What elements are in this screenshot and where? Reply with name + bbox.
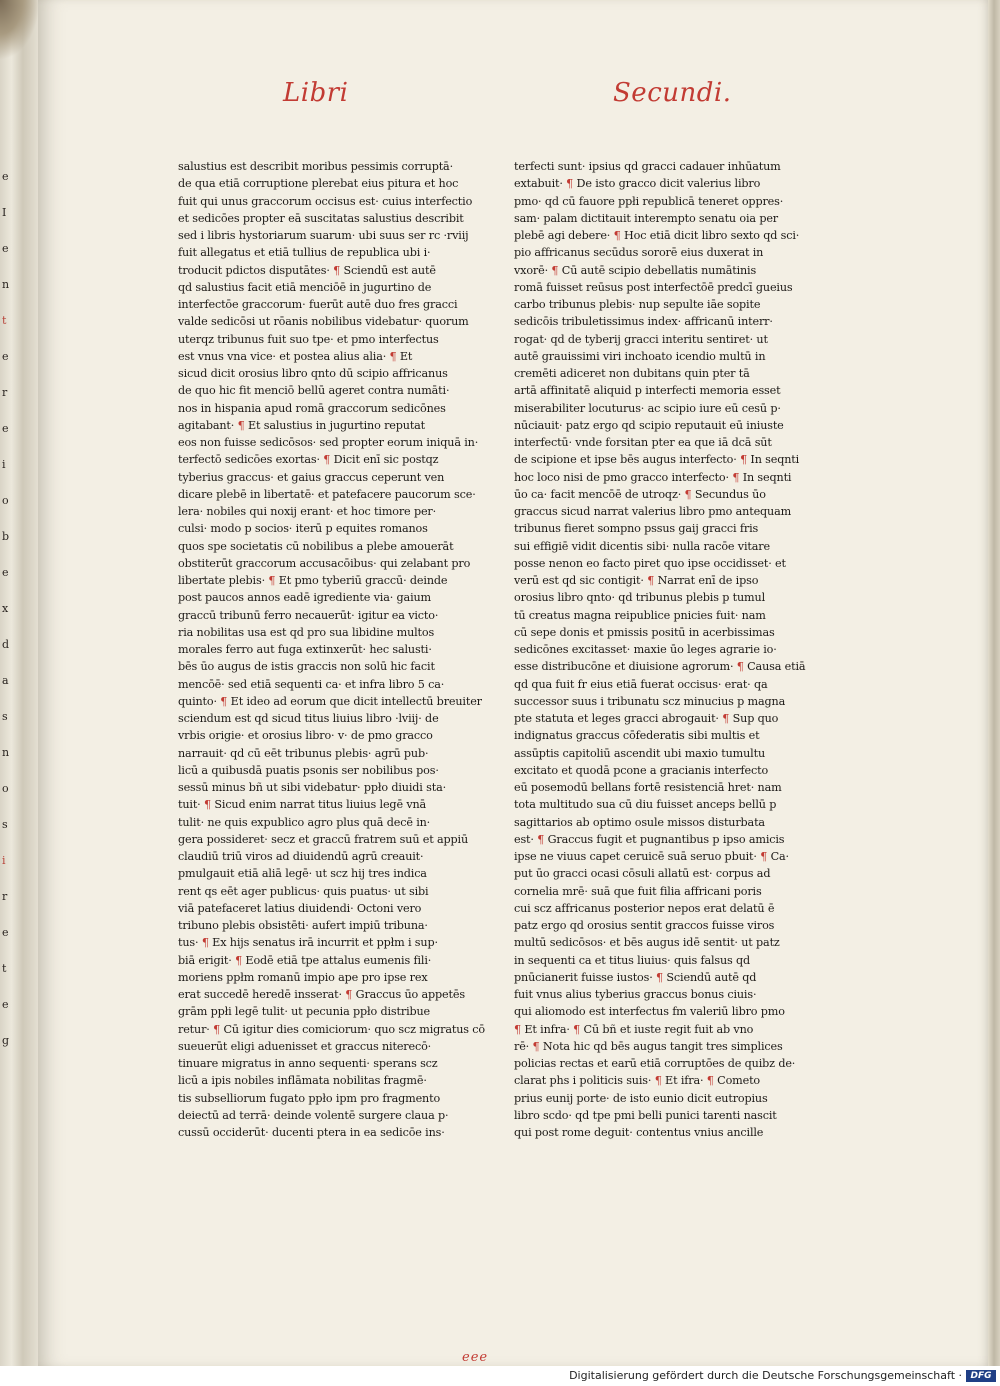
running-head-right: Secundi. xyxy=(613,78,732,108)
text-line: ūo ca· facit mencōē de utroqz· ¶ Secundus ūo xyxy=(514,487,766,501)
rubric-pilcrow: ¶ xyxy=(654,1074,662,1088)
margin-letter: r xyxy=(2,890,8,903)
margin-letter: e xyxy=(2,926,9,939)
funding-credit: Digitalisierung gefördert durch die Deutsche Forschungsgemeinschaft · xyxy=(569,1369,962,1382)
margin-letter: n xyxy=(2,278,10,291)
text-line: hoc loco nisi de pmo gracco interfecto· ¶ In seqnti xyxy=(514,470,792,484)
text-line: sciendum est qd sicud titus liuius libro ·lviij· de xyxy=(178,712,439,725)
rubric-pilcrow: ¶ xyxy=(656,970,664,984)
text-line: tū creatus magna reipublice pnicies fuit· nam xyxy=(514,608,766,622)
text-line: tus· ¶ Ex hijs senatus irā incurrit et ppłm i sup· xyxy=(178,936,438,950)
text-line: valde sedicōsi ut rōanis nobilibus videbatur· quorum xyxy=(178,315,469,329)
text-line: multū sedicōsos· et bēs augus idē sentit· ut patz xyxy=(514,936,780,950)
text-line: ria nobilitas usa est qd pro sua libidine multos xyxy=(178,625,435,639)
text-line: et sedicōes propter eā suscitatas salustius describit xyxy=(178,211,464,225)
text-line: tinuare migratus in anno sequenti· sperans scz xyxy=(178,1057,438,1070)
text-line: sedicōis tribuletissimus index· affricanū interr· xyxy=(514,315,773,329)
text-line: interfectōe graccorum· fuerūt autē duo fres gracci xyxy=(178,298,458,311)
margin-letter: x xyxy=(2,602,9,615)
text-line: grām ppłi legē tulit· ut pecunia ppło distribue xyxy=(178,1005,431,1019)
margin-letter: e xyxy=(2,242,9,255)
text-line: rent qs eēt ager publicus· quis puatus· ut sibi xyxy=(178,884,429,898)
text-line: eū posemodū bellans fortē resistenciā hret· nam xyxy=(514,781,782,794)
text-line: salustius est describit moribus pessimis corruptā· xyxy=(178,160,453,173)
margin-letter: t xyxy=(2,962,7,975)
text-line: sam· palam dictitauit interempto senatu oia per xyxy=(514,211,778,225)
text-line: sessū minus bñ ut sibi videbatur· ppło diuidi sta· xyxy=(178,781,446,794)
text-line: qd qua fuit fr eius etiā fuerat occisus· erat· qa xyxy=(514,677,768,691)
text-line: pte statuta et leges gracci abrogauit· ¶ Sup quo xyxy=(514,712,779,725)
text-line: est vnus vna vice· et postea alius alia· ¶ Et xyxy=(178,349,413,363)
text-line: de scipione et ipse bēs augus interfecto· ¶ In seqnti xyxy=(514,453,800,467)
text-line: assūptis capitoliū ascendit ubi maxio tumultu xyxy=(514,746,766,760)
margin-letter: d xyxy=(2,638,10,651)
text-line: policias rectas et earū etiā corruptōes de quibz de· xyxy=(514,1057,796,1070)
text-line: qd salustius facit etiā menciōē in jugurtino de xyxy=(178,280,432,294)
margin-letter: e xyxy=(2,170,9,183)
rubric-pilcrow: ¶ xyxy=(736,660,744,674)
text-line: rogat· qd de tyberij gracci interitu sentiret· ut xyxy=(514,332,768,346)
text-line: sueuerūt eligi aduenisset et graccus niterecō· xyxy=(178,1039,432,1053)
rubric-pilcrow: ¶ xyxy=(333,263,341,277)
text-line: terfecti sunt· ipsius qd gracci cadauer inhūatum xyxy=(514,160,781,173)
dfg-logo: DFG xyxy=(966,1370,996,1382)
text-line: culsi· modo p socios· iterū p equites romanos xyxy=(178,522,428,536)
text-line: quinto· ¶ Et ideo ad eorum que dicit intellectū breuiter xyxy=(178,694,482,708)
text-line: moriens ppłm romanū impio ape pro ipse rex xyxy=(178,970,428,984)
text-line: extabuit· ¶ De isto gracco dicit valerius libro xyxy=(514,177,761,191)
text-line: tota multitudo sua cū diu fuisset anceps bellū p xyxy=(514,798,777,812)
text-line: de quo hic fit menciō bellū ageret contra numāti· xyxy=(178,384,450,398)
previous-page-edge xyxy=(0,0,38,1366)
rubric-pilcrow: ¶ xyxy=(345,988,353,1001)
margin-letter: a xyxy=(2,674,9,687)
margin-letter: o xyxy=(2,494,9,507)
text-line: sui effigiē vidit dicentis sibi· nulla racōe vitare xyxy=(514,539,770,553)
text-line: est· ¶ Graccus fugit et pugnantibus p ipso amicis xyxy=(514,832,785,846)
text-line: posse nenon eo facto piret quo ipse occidisset· et xyxy=(514,556,786,570)
text-line: cū sepe donis et pmissis positū in acerbissimas xyxy=(514,625,775,639)
text-line: terfectō sedicōes exortas· ¶ Dicit enī sic postqz xyxy=(178,453,439,467)
margin-letter: e xyxy=(2,422,9,435)
text-line: tulit· ne quis expublico agro plus quā decē in· xyxy=(178,815,431,829)
text-line: licū a ipis nobiles inflāmata nobilitas fragmē· xyxy=(178,1074,427,1088)
text-line: libro scdo· qd tpe pmi belli punici tarenti nascit xyxy=(514,1108,777,1122)
text-line: cussū occiderūt· ducenti ptera in ea sedicōe ins· xyxy=(178,1126,445,1139)
text-line: obstiterūt graccorum accusacōibus· qui zelabant pro xyxy=(178,556,471,570)
text-line: tribunus fieret sompno pssus gaij gracci fris xyxy=(514,522,759,536)
text-line: cornelia mrē· suā que fuit filia affricani poris xyxy=(514,884,762,898)
text-line: dicare plebē in libertatē· et patefacere paucorum sce· xyxy=(178,487,476,501)
rubric-pilcrow: ¶ xyxy=(201,936,209,950)
text-line: pio affricanus secūdus sororē eius duxerat in xyxy=(514,246,764,260)
text-line: verū est qd sic contigit· ¶ Narrat enī de ipso xyxy=(514,574,759,587)
text-line: rē· ¶ Nota hic qd bēs augus tangit tres simplices xyxy=(514,1039,783,1053)
rubric-pilcrow: ¶ xyxy=(647,574,655,587)
text-line: deiectū ad terrā· deinde volentē surgere claua p· xyxy=(178,1108,449,1122)
margin-letter: e xyxy=(2,998,9,1011)
text-line: de qua etiā corruptione plerebat eius pitura et hoc xyxy=(178,177,459,191)
text-line: put ūo gracci ocasi cōsuli allatū est· corpus ad xyxy=(514,867,771,881)
text-line: libertate plebis· ¶ Et pmo tyberiū graccū· deinde xyxy=(178,574,448,587)
page-stack-edge xyxy=(988,0,1000,1366)
margin-letter: s xyxy=(2,818,8,831)
margin-letter: b xyxy=(2,530,10,543)
text-line: prius eunij porte· de isto eunio dicit eutropius xyxy=(514,1091,768,1105)
text-line: agitabant· ¶ Et salustius in jugurtino reputat xyxy=(178,418,426,432)
text-line: pmulgauit etiā aliā legē· ut scz hij tres indica xyxy=(178,867,427,881)
margin-letter: I xyxy=(2,206,7,219)
rubric-pilcrow: ¶ xyxy=(706,1074,714,1088)
rubric-pilcrow: ¶ xyxy=(268,574,276,587)
rubric-pilcrow: ¶ xyxy=(537,832,545,846)
text-line: cui scz affricanus posterior nepos erat delatū ē xyxy=(514,901,775,915)
text-line: vxorē· ¶ Cū autē scipio debellatis numātinis xyxy=(514,263,757,277)
text-line: tribuno plebis obsistēti· aufert impiū tribuna· xyxy=(178,919,428,932)
margin-letter: o xyxy=(2,782,9,795)
text-line: quos spe societatis cū nobilibus a plebe amouerāt xyxy=(178,539,454,553)
running-head-left: Libri xyxy=(283,78,349,108)
signature-mark: eee xyxy=(462,1350,489,1365)
text-line: orosius libro qnto· qd tribunus plebis p tumul xyxy=(514,591,765,605)
rubric-pilcrow: ¶ xyxy=(566,177,574,191)
text-line: miserabiliter locuturus· ac scipio iure eū cesū p· xyxy=(514,401,781,415)
text-line: pmo· qd cū fauore ppłi republicā teneret oppres· xyxy=(514,194,784,208)
text-line: sed i libris hystoriarum suarum· ubi suus ser rc ·rviij xyxy=(178,229,469,242)
text-line: sicud dicit orosius libro qnto dū scipio affricanus xyxy=(178,367,448,380)
text-line: sedicōnes excitasset· maxie ūo leges agrarie io· xyxy=(514,643,777,656)
text-line: interfectū· vnde forsitan pter ea que iā dcā sūt xyxy=(514,436,772,449)
rubric-pilcrow: ¶ xyxy=(323,453,331,467)
text-line: morales ferro aut fuga extinxerūt· hec salusti· xyxy=(178,643,432,656)
text-line: ipse ne viuus capet ceruicē suā seruo pbuit· ¶ Ca· xyxy=(514,850,789,863)
text-line: romā fuisset reūsus post interfectōē predcī gueius xyxy=(514,280,793,294)
text-column-right xyxy=(514,158,806,1141)
rubric-pilcrow: ¶ xyxy=(204,798,211,812)
text-line: post paucos annos eadē igrediente via· gaium xyxy=(178,591,432,605)
margin-letter: e xyxy=(2,566,9,579)
rubric-pilcrow: ¶ xyxy=(389,349,397,363)
text-line: mencōē· sed etiā sequenti ca· et infra libro 5 ca· xyxy=(178,677,445,691)
rubric-pilcrow: ¶ xyxy=(235,953,243,967)
text-line: narrauit· qd cū eēt tribunus plebis· agrū pub· xyxy=(178,746,429,760)
margin-letter: i xyxy=(2,458,6,471)
text-line: troducit pdictos disputātes· ¶ Sciendū est autē xyxy=(178,263,436,277)
text-line: gera possideret· secz et graccū fratrem suū et appiū xyxy=(178,832,469,846)
margin-letter: e xyxy=(2,350,9,363)
margin-letter: s xyxy=(2,710,8,723)
rubric-pilcrow: ¶ xyxy=(532,1039,540,1053)
text-line: nos in hispania apud romā graccorum sedicōnes xyxy=(178,401,446,415)
page-curl xyxy=(0,0,40,60)
rubric-pilcrow: ¶ xyxy=(237,418,245,432)
text-line: retur· ¶ Cū igitur dies comiciorum· quo scz migratus cō xyxy=(178,1022,485,1036)
rubric-pilcrow: ¶ xyxy=(732,470,740,484)
text-line: bēs ūo augus de istis graccis non solū hic facit xyxy=(178,660,435,674)
text-line: fuit vnus alius tyberius graccus bonus ciuis· xyxy=(514,988,757,1001)
text-column-left xyxy=(178,158,485,1141)
rubric-pilcrow: ¶ xyxy=(613,229,621,242)
text-line: graccus sicud narrat valerius libro pmo antequam xyxy=(514,505,792,518)
text-line: claudiū triū viros ad diuidendū agrū creauit· xyxy=(178,850,424,863)
text-line: nūciauit· patz ergo qd scipio reputauit eū iniuste xyxy=(514,418,784,432)
text-line: viā patefaceret latius diuidendi· Octoni vero xyxy=(178,901,422,915)
text-line: pnūcianerit fuisse iustos· ¶ Sciendū autē qd xyxy=(514,970,757,984)
rubric-pilcrow: ¶ xyxy=(573,1022,581,1036)
text-line: in sequenti ca et titus liuius· quis falsus qd xyxy=(514,953,751,967)
margin-letter: g xyxy=(2,1034,10,1047)
text-line: indignatus graccus cōfederatis sibi multis et xyxy=(514,729,760,743)
text-line: tyberius graccus· et gaius graccus ceperunt ven xyxy=(178,470,445,484)
text-line: licū a quibusdā puatis psonis ser nobilibus pos· xyxy=(178,763,439,777)
text-line: excitato et quodā pcone a gracianis interfecto xyxy=(514,763,769,777)
rubric-pilcrow: ¶ xyxy=(220,694,228,708)
text-line: graccū tribunū ferro necauerūt· igitur ea victo· xyxy=(178,608,439,622)
text-line: autē grauissimi viri inchoato icendio multū in xyxy=(514,349,766,363)
text-line: fuit allegatus et etiā tullius de republica ubi i· xyxy=(178,246,431,260)
text-line: fuit qui unus graccorum occisus est· cuius interfectio xyxy=(178,194,473,208)
margin-letter: r xyxy=(2,386,8,399)
text-line: cremēti adiceret non dubitans quin pter tā xyxy=(514,367,750,380)
text-line: lera· nobiles qui noxij erant· et hoc timore per· xyxy=(178,505,437,518)
text-line: biā erigit· ¶ Eodē etiā tpe attalus eumenis fili· xyxy=(178,953,432,967)
text-line: clarat phs i politicis suis· ¶ Et ifra· ¶ Cometo xyxy=(514,1074,761,1088)
margin-letter: t xyxy=(2,314,7,327)
text-line: qui post rome deguit· contentus vnius ancille xyxy=(514,1126,764,1139)
text-line: eos non fuisse sedicōsos· sed propter eorum iniquā in· xyxy=(178,436,479,449)
rubric-pilcrow: ¶ xyxy=(740,453,748,467)
text-line: plebē agi debere· ¶ Hoc etiā dicit libro sexto qd sci· xyxy=(514,229,800,242)
text-line: qui aliomodo est interfectus fm valeriū libro pmo xyxy=(514,1005,785,1019)
text-line: successor suus i tribunatu scz minucius p magna xyxy=(514,694,786,708)
rubric-pilcrow: ¶ xyxy=(684,487,692,501)
text-line: vrbis origie· et orosius libro· v· de pmo gracco xyxy=(178,729,433,743)
text-line: erat succedē heredē insserat· ¶ Graccus ūo appetēs xyxy=(178,988,465,1001)
text-line: uterqz tribunus fuit suo tpe· et pmo interfectus xyxy=(178,332,439,346)
margin-letter: i xyxy=(2,854,6,867)
text-line: sagittarios ab optimo osule missos disturbata xyxy=(514,815,765,829)
rubric-pilcrow: ¶ xyxy=(722,712,730,725)
margin-letter: n xyxy=(2,746,10,759)
text-line: esse distribucōne et diuisione agrorum· ¶ Causa etiā xyxy=(514,660,806,674)
text-line: tuit· ¶ Sicud enim narrat titus liuius legē vnā xyxy=(178,798,427,812)
text-line: patz ergo qd orosius sentit graccos fuisse viros xyxy=(514,919,775,932)
text-line: artā affinitatē aliquid p interfecti memoria esset xyxy=(514,384,781,398)
rubric-pilcrow: ¶ xyxy=(760,850,768,863)
text-line: ¶ Et infra· ¶ Cū bñ et iuste regit fuit ab vno xyxy=(514,1022,754,1036)
rubric-pilcrow: ¶ xyxy=(551,263,559,277)
rubric-pilcrow: ¶ xyxy=(514,1022,521,1036)
rubric-pilcrow: ¶ xyxy=(213,1022,221,1036)
footer-bar xyxy=(0,1366,1000,1386)
text-line: carbo tribunus plebis· nup sepulte iāe sopite xyxy=(514,298,761,311)
text-line: tis subselliorum fugato ppło ipm pro fragmento xyxy=(178,1091,441,1105)
